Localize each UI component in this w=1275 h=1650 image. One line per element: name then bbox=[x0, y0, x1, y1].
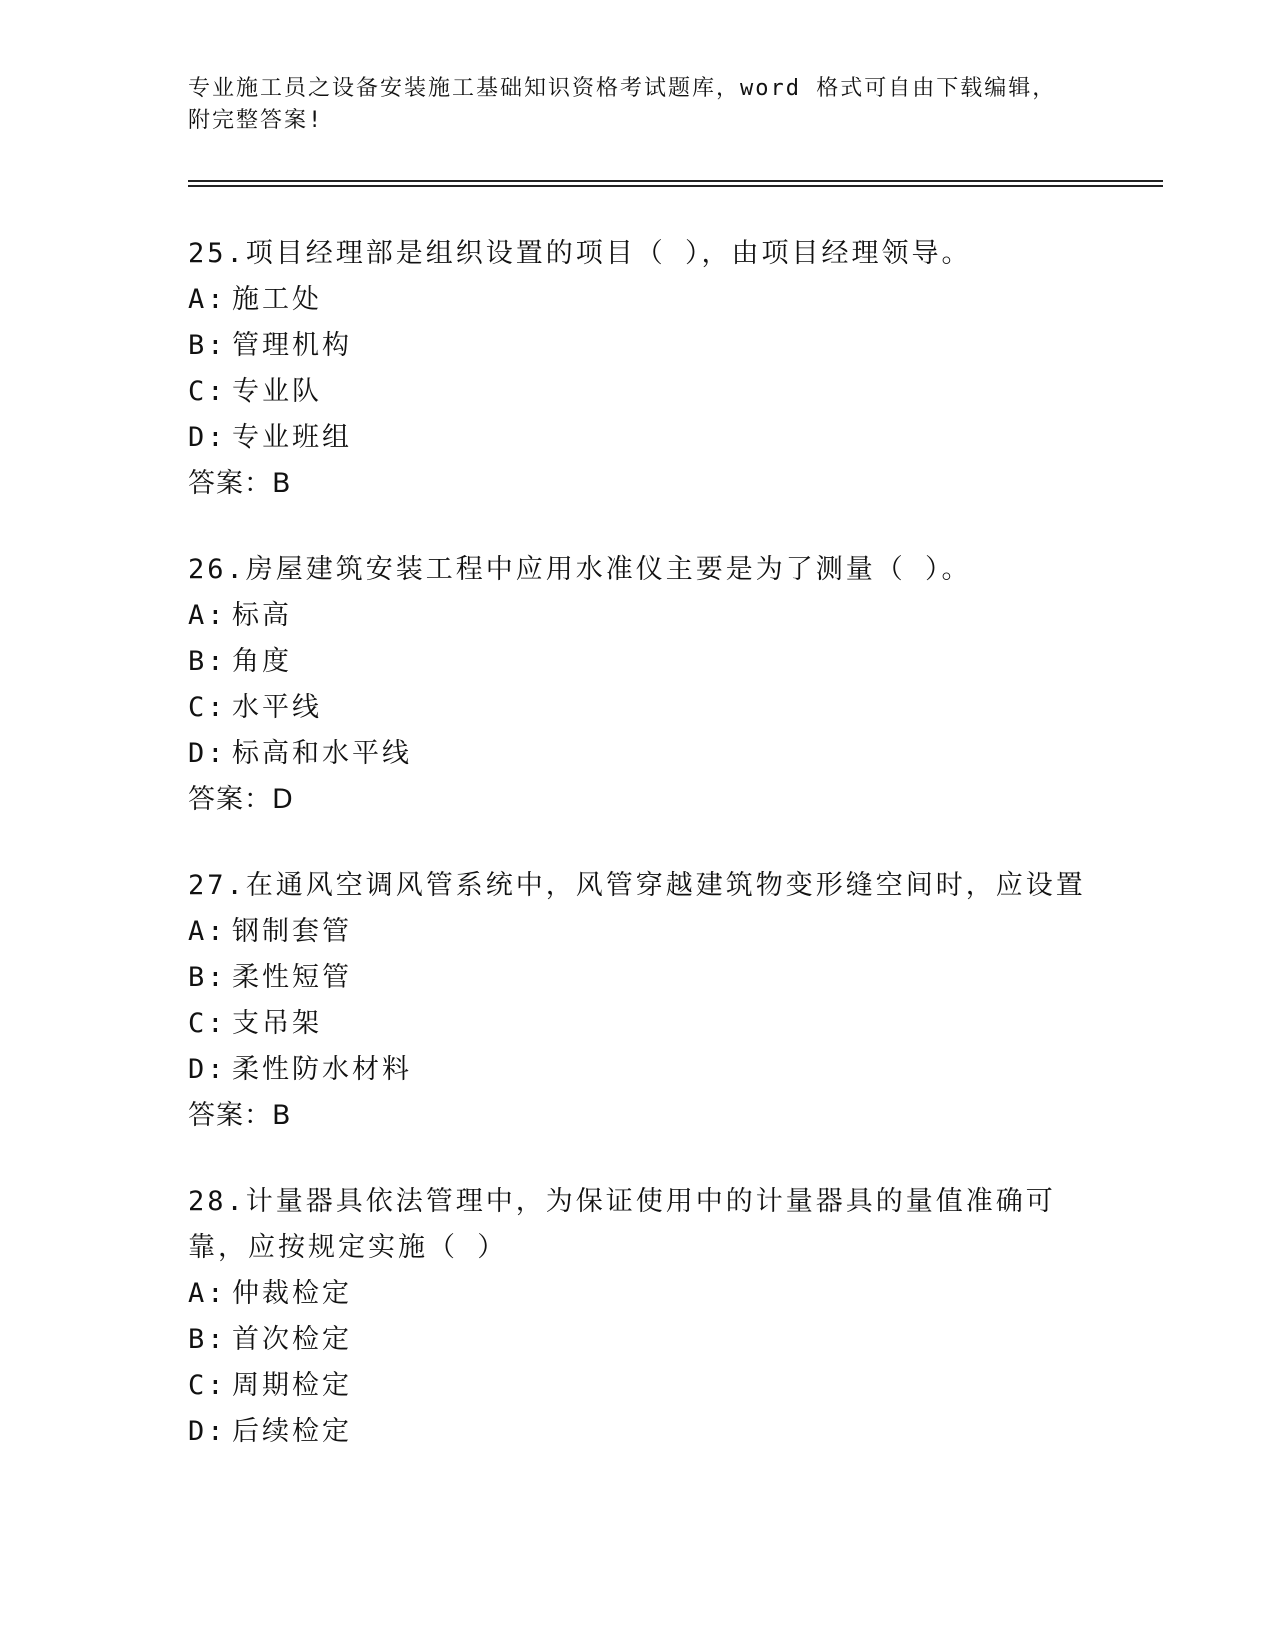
option-text: 标高 bbox=[232, 600, 292, 631]
document-header bbox=[188, 73, 1088, 137]
option-key: B: bbox=[188, 330, 227, 361]
option-a bbox=[188, 1271, 1108, 1317]
question-stem: 26.房屋建筑安装工程中应用水准仪主要是为了测量（ ）。 bbox=[188, 554, 972, 585]
option-d bbox=[188, 731, 1108, 777]
option-key: A: bbox=[188, 284, 227, 315]
option-key: A: bbox=[188, 1278, 227, 1309]
option-text: 水平线 bbox=[232, 692, 322, 723]
option-key: C: bbox=[188, 1370, 227, 1401]
option-text: 柔性防水材料 bbox=[232, 1054, 412, 1085]
option-b bbox=[188, 323, 1108, 369]
question-27 bbox=[188, 863, 1108, 1139]
answer: 答案：D bbox=[188, 784, 294, 815]
option-key: D: bbox=[188, 738, 227, 769]
option-text: 标高和水平线 bbox=[232, 738, 412, 769]
header-line-2: 附完整答案! bbox=[188, 108, 324, 133]
answer: 答案：B bbox=[188, 1100, 292, 1131]
option-c bbox=[188, 1001, 1108, 1047]
option-text: 钢制套管 bbox=[232, 916, 352, 947]
option-key: A: bbox=[188, 600, 227, 631]
option-text: 仲裁检定 bbox=[232, 1278, 352, 1309]
option-key: C: bbox=[188, 1008, 227, 1039]
option-key: B: bbox=[188, 1324, 227, 1355]
question-25 bbox=[188, 231, 1108, 507]
question-26 bbox=[188, 547, 1108, 823]
option-b bbox=[188, 1317, 1108, 1363]
header-divider-top bbox=[188, 180, 1163, 182]
header-divider-bottom bbox=[188, 185, 1163, 187]
option-key: C: bbox=[188, 376, 227, 407]
option-text: 专业队 bbox=[232, 376, 322, 407]
option-text: 周期检定 bbox=[232, 1370, 352, 1401]
question-stem: 28.计量器具依法管理中，为保证使用中的计量器具的量值准确可靠，应按规定实施（ ） bbox=[188, 1186, 1056, 1263]
option-text: 柔性短管 bbox=[232, 962, 352, 993]
option-c bbox=[188, 1363, 1108, 1409]
question-stem: 25.项目经理部是组织设置的项目（ ），由项目经理领导。 bbox=[188, 238, 972, 269]
option-key: D: bbox=[188, 422, 227, 453]
header-line-1: 专业施工员之设备安装施工基础知识资格考试题库，word 格式可自由下载编辑， bbox=[188, 76, 1057, 101]
option-key: C: bbox=[188, 692, 227, 723]
option-text: 专业班组 bbox=[232, 422, 352, 453]
option-b bbox=[188, 639, 1108, 685]
option-d bbox=[188, 1047, 1108, 1093]
option-text: 施工处 bbox=[232, 284, 322, 315]
option-a bbox=[188, 593, 1108, 639]
option-key: B: bbox=[188, 962, 227, 993]
option-b bbox=[188, 955, 1108, 1001]
option-text: 支吊架 bbox=[232, 1008, 322, 1039]
option-c bbox=[188, 685, 1108, 731]
option-text: 后续检定 bbox=[232, 1416, 352, 1447]
question-stem: 27.在通风空调风管系统中，风管穿越建筑物变形缝空间时，应设置 bbox=[188, 870, 1086, 901]
option-text: 角度 bbox=[232, 646, 292, 677]
option-key: B: bbox=[188, 646, 227, 677]
option-c bbox=[188, 369, 1108, 415]
option-d bbox=[188, 1409, 1108, 1455]
option-a bbox=[188, 909, 1108, 955]
option-key: A: bbox=[188, 916, 227, 947]
option-text: 首次检定 bbox=[232, 1324, 352, 1355]
answer: 答案：B bbox=[188, 468, 292, 499]
option-key: D: bbox=[188, 1416, 227, 1447]
option-d bbox=[188, 415, 1108, 461]
question-28 bbox=[188, 1179, 1108, 1455]
option-key: D: bbox=[188, 1054, 227, 1085]
option-text: 管理机构 bbox=[232, 330, 352, 361]
option-a bbox=[188, 277, 1108, 323]
